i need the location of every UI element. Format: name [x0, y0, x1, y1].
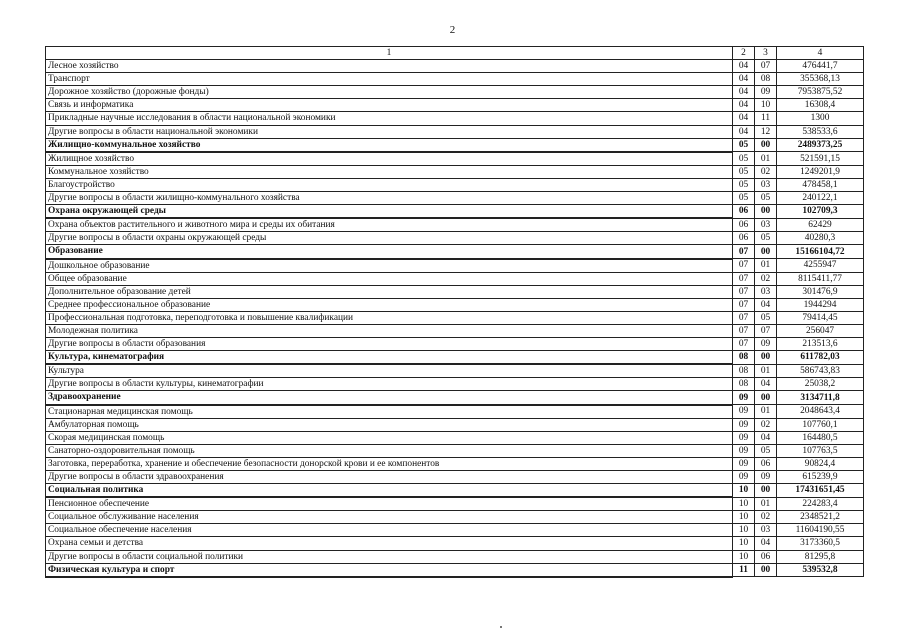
row-name-cell: Лесное хозяйство [46, 60, 733, 73]
table-row [46, 60, 864, 73]
row-section-code: 06 [733, 218, 755, 232]
row-amount-cell: 4255947 [777, 259, 864, 273]
row-section-code: 06 [733, 205, 755, 219]
row-subsection-code: 09 [755, 471, 777, 484]
row-subsection-code: 02 [755, 165, 777, 178]
row-subsection-code: 01 [755, 259, 777, 273]
row-section-code: 05 [733, 152, 755, 166]
table-row [46, 285, 864, 298]
row-subsection-code: 03 [755, 285, 777, 298]
row-subsection-code: 04 [755, 431, 777, 444]
row-name-cell: Физическая культура и спорт [46, 563, 733, 577]
table-row [46, 125, 864, 138]
row-amount-cell: 615239,9 [777, 471, 864, 484]
row-amount-cell: 1249201,9 [777, 165, 864, 178]
row-subsection-code: 00 [755, 484, 777, 498]
row-amount-cell: 11604190,55 [777, 524, 864, 537]
row-name-cell: Жилищно-коммунальное хозяйство [46, 138, 733, 152]
row-amount-cell: 213513,6 [777, 338, 864, 351]
row-amount-cell: 586743,83 [777, 364, 864, 378]
row-name-cell: Другие вопросы в области национальной экономики [46, 125, 733, 138]
row-section-code: 08 [733, 378, 755, 391]
row-amount-cell: 25038,2 [777, 378, 864, 391]
row-section-code: 09 [733, 444, 755, 457]
row-subsection-code: 03 [755, 218, 777, 232]
row-section-code: 09 [733, 405, 755, 419]
header-row [46, 47, 864, 60]
table-row [46, 73, 864, 86]
row-section-code: 10 [733, 550, 755, 563]
table-row [46, 550, 864, 563]
row-subsection-code: 07 [755, 324, 777, 337]
table-row [46, 259, 864, 273]
row-section-code: 07 [733, 311, 755, 324]
row-amount-cell: 2048643,4 [777, 405, 864, 419]
table-row [46, 497, 864, 511]
row-amount-cell: 107763,5 [777, 444, 864, 457]
row-name-cell: Коммунальное хозяйство [46, 165, 733, 178]
table-row [46, 444, 864, 457]
row-amount-cell: 7953875,52 [777, 86, 864, 99]
row-amount-cell: 539532,8 [777, 563, 864, 577]
row-section-code: 10 [733, 497, 755, 511]
row-section-code: 07 [733, 285, 755, 298]
row-name-cell: Здравоохранение [46, 391, 733, 405]
row-amount-cell: 301476,9 [777, 285, 864, 298]
row-subsection-code: 00 [755, 351, 777, 365]
table-row [46, 364, 864, 378]
row-name-cell: Другие вопросы в области образования [46, 338, 733, 351]
row-amount-cell: 62429 [777, 218, 864, 232]
row-name-cell: Культура [46, 364, 733, 378]
row-section-code: 08 [733, 364, 755, 378]
row-section-code: 09 [733, 471, 755, 484]
row-subsection-code: 03 [755, 524, 777, 537]
row-name-cell: Жилищное хозяйство [46, 152, 733, 166]
section-total-row [46, 351, 864, 365]
table-row [46, 471, 864, 484]
budget-table [45, 46, 864, 578]
row-name-cell: Пенсионное обеспечение [46, 497, 733, 511]
row-subsection-code: 00 [755, 205, 777, 219]
row-section-code: 05 [733, 192, 755, 205]
table-row [46, 511, 864, 524]
row-amount-cell: 40280,3 [777, 232, 864, 245]
table-row [46, 218, 864, 232]
row-name-cell: Санаторно-оздоровительная помощь [46, 444, 733, 457]
row-amount-cell: 8115411,77 [777, 272, 864, 285]
row-subsection-code: 06 [755, 457, 777, 470]
row-section-code: 04 [733, 99, 755, 112]
row-subsection-code: 09 [755, 338, 777, 351]
table-row [46, 524, 864, 537]
table-row [46, 165, 864, 178]
row-section-code: 05 [733, 165, 755, 178]
row-name-cell: Транспорт [46, 73, 733, 86]
row-section-code: 08 [733, 351, 755, 365]
row-subsection-code: 02 [755, 511, 777, 524]
row-amount-cell: 3173360,5 [777, 537, 864, 550]
table-row [46, 431, 864, 444]
row-section-code: 04 [733, 86, 755, 99]
row-subsection-code: 08 [755, 73, 777, 86]
row-section-code: 09 [733, 457, 755, 470]
row-section-code: 04 [733, 60, 755, 73]
row-subsection-code: 06 [755, 550, 777, 563]
table-row [46, 457, 864, 470]
table-row [46, 405, 864, 419]
row-section-code: 05 [733, 178, 755, 191]
section-total-row [46, 245, 864, 259]
row-subsection-code: 02 [755, 272, 777, 285]
row-name-cell: Заготовка, переработка, хранение и обеспечение безопасности донорской крови и ее компонентов [46, 457, 733, 470]
table-header [46, 47, 864, 60]
row-name-cell: Общее образование [46, 272, 733, 285]
scan-dot [500, 626, 502, 628]
row-subsection-code: 01 [755, 405, 777, 419]
row-subsection-code: 03 [755, 178, 777, 191]
row-amount-cell: 611782,03 [777, 351, 864, 365]
row-amount-cell: 256047 [777, 324, 864, 337]
table-row [46, 311, 864, 324]
section-total-row [46, 391, 864, 405]
row-section-code: 09 [733, 431, 755, 444]
row-name-cell: Дошкольное образование [46, 259, 733, 273]
row-amount-cell: 2348521,2 [777, 511, 864, 524]
row-subsection-code: 00 [755, 391, 777, 405]
row-section-code: 06 [733, 232, 755, 245]
row-subsection-code: 01 [755, 364, 777, 378]
row-section-code: 10 [733, 537, 755, 550]
row-name-cell: Дополнительное образование детей [46, 285, 733, 298]
row-subsection-code: 01 [755, 152, 777, 166]
row-name-cell: Связь и информатика [46, 99, 733, 112]
row-name-cell: Другие вопросы в области культуры, кинематографии [46, 378, 733, 391]
page-number: 2 [449, 24, 456, 36]
row-name-cell: Благоустройство [46, 178, 733, 191]
header-section-column: 2 [733, 47, 755, 60]
table-row [46, 152, 864, 166]
row-name-cell: Охрана объектов растительного и животного мира и среды их обитания [46, 218, 733, 232]
table-row [46, 324, 864, 337]
header-subsection-column: 3 [755, 47, 777, 60]
row-amount-cell: 15166104,72 [777, 245, 864, 259]
table-row [46, 298, 864, 311]
row-name-cell: Дорожное хозяйство (дорожные фонды) [46, 86, 733, 99]
row-name-cell: Другие вопросы в области социальной политики [46, 550, 733, 563]
table-row [46, 272, 864, 285]
row-amount-cell: 1944294 [777, 298, 864, 311]
row-subsection-code: 09 [755, 86, 777, 99]
row-section-code: 11 [733, 563, 755, 577]
row-section-code: 09 [733, 391, 755, 405]
row-amount-cell: 2489373,25 [777, 138, 864, 152]
row-amount-cell: 102709,3 [777, 205, 864, 219]
row-subsection-code: 10 [755, 99, 777, 112]
row-subsection-code: 04 [755, 298, 777, 311]
row-section-code: 07 [733, 245, 755, 259]
row-name-cell: Социальная политика [46, 484, 733, 498]
row-name-cell: Прикладные научные исследования в области национальной экономики [46, 112, 733, 125]
row-name-cell: Стационарная медицинская помощь [46, 405, 733, 419]
table-row [46, 192, 864, 205]
row-subsection-code: 07 [755, 60, 777, 73]
row-amount-cell: 3134711,8 [777, 391, 864, 405]
table-row [46, 418, 864, 431]
row-subsection-code: 05 [755, 232, 777, 245]
table-row [46, 112, 864, 125]
row-subsection-code: 05 [755, 192, 777, 205]
table-row [46, 232, 864, 245]
row-amount-cell: 521591,15 [777, 152, 864, 166]
row-amount-cell: 79414,45 [777, 311, 864, 324]
table-row [46, 378, 864, 391]
row-name-cell: Другие вопросы в области жилищно-коммунального хозяйства [46, 192, 733, 205]
row-amount-cell: 478458,1 [777, 178, 864, 191]
header-name-column: 1 [46, 47, 733, 60]
row-name-cell: Социальное обеспечение населения [46, 524, 733, 537]
row-amount-cell: 81295,8 [777, 550, 864, 563]
section-total-row [46, 205, 864, 219]
section-total-row [46, 484, 864, 498]
section-total-row [46, 138, 864, 152]
row-amount-cell: 240122,1 [777, 192, 864, 205]
row-section-code: 07 [733, 259, 755, 273]
row-name-cell: Другие вопросы в области здравоохранения [46, 471, 733, 484]
row-name-cell: Охрана семьи и детства [46, 537, 733, 550]
row-subsection-code: 04 [755, 537, 777, 550]
row-amount-cell: 164480,5 [777, 431, 864, 444]
table-row [46, 99, 864, 112]
row-section-code: 05 [733, 138, 755, 152]
row-name-cell: Другие вопросы в области охраны окружающей среды [46, 232, 733, 245]
row-subsection-code: 00 [755, 245, 777, 259]
row-section-code: 07 [733, 272, 755, 285]
table-body [46, 60, 864, 577]
row-subsection-code: 12 [755, 125, 777, 138]
row-subsection-code: 00 [755, 563, 777, 577]
row-subsection-code: 05 [755, 444, 777, 457]
row-amount-cell: 355368,13 [777, 73, 864, 86]
row-name-cell: Социальное обслуживание населения [46, 511, 733, 524]
row-name-cell: Образование [46, 245, 733, 259]
row-amount-cell: 1300 [777, 112, 864, 125]
row-name-cell: Амбулаторная помощь [46, 418, 733, 431]
row-section-code: 10 [733, 524, 755, 537]
table-row [46, 537, 864, 550]
row-amount-cell: 476441,7 [777, 60, 864, 73]
row-section-code: 07 [733, 338, 755, 351]
row-amount-cell: 224283,4 [777, 497, 864, 511]
row-name-cell: Скорая медицинская помощь [46, 431, 733, 444]
row-section-code: 07 [733, 324, 755, 337]
row-section-code: 10 [733, 511, 755, 524]
row-section-code: 04 [733, 125, 755, 138]
row-subsection-code: 00 [755, 138, 777, 152]
row-section-code: 07 [733, 298, 755, 311]
section-total-row [46, 563, 864, 577]
row-subsection-code: 05 [755, 311, 777, 324]
row-name-cell: Молодежная политика [46, 324, 733, 337]
row-amount-cell: 538533,6 [777, 125, 864, 138]
row-name-cell: Среднее профессиональное образование [46, 298, 733, 311]
row-section-code: 09 [733, 418, 755, 431]
row-name-cell: Охрана окружающей среды [46, 205, 733, 219]
row-amount-cell: 16308,4 [777, 99, 864, 112]
row-subsection-code: 11 [755, 112, 777, 125]
row-amount-cell: 17431651,45 [777, 484, 864, 498]
table-row [46, 178, 864, 191]
row-subsection-code: 01 [755, 497, 777, 511]
row-subsection-code: 02 [755, 418, 777, 431]
row-section-code: 04 [733, 73, 755, 86]
row-section-code: 04 [733, 112, 755, 125]
row-subsection-code: 04 [755, 378, 777, 391]
row-name-cell: Культура, кинематография [46, 351, 733, 365]
row-amount-cell: 90824,4 [777, 457, 864, 470]
table-row [46, 86, 864, 99]
row-name-cell: Профессиональная подготовка, переподготовка и повышение квалификации [46, 311, 733, 324]
row-section-code: 10 [733, 484, 755, 498]
header-amount-column: 4 [777, 47, 864, 60]
table-row [46, 338, 864, 351]
row-amount-cell: 107760,1 [777, 418, 864, 431]
